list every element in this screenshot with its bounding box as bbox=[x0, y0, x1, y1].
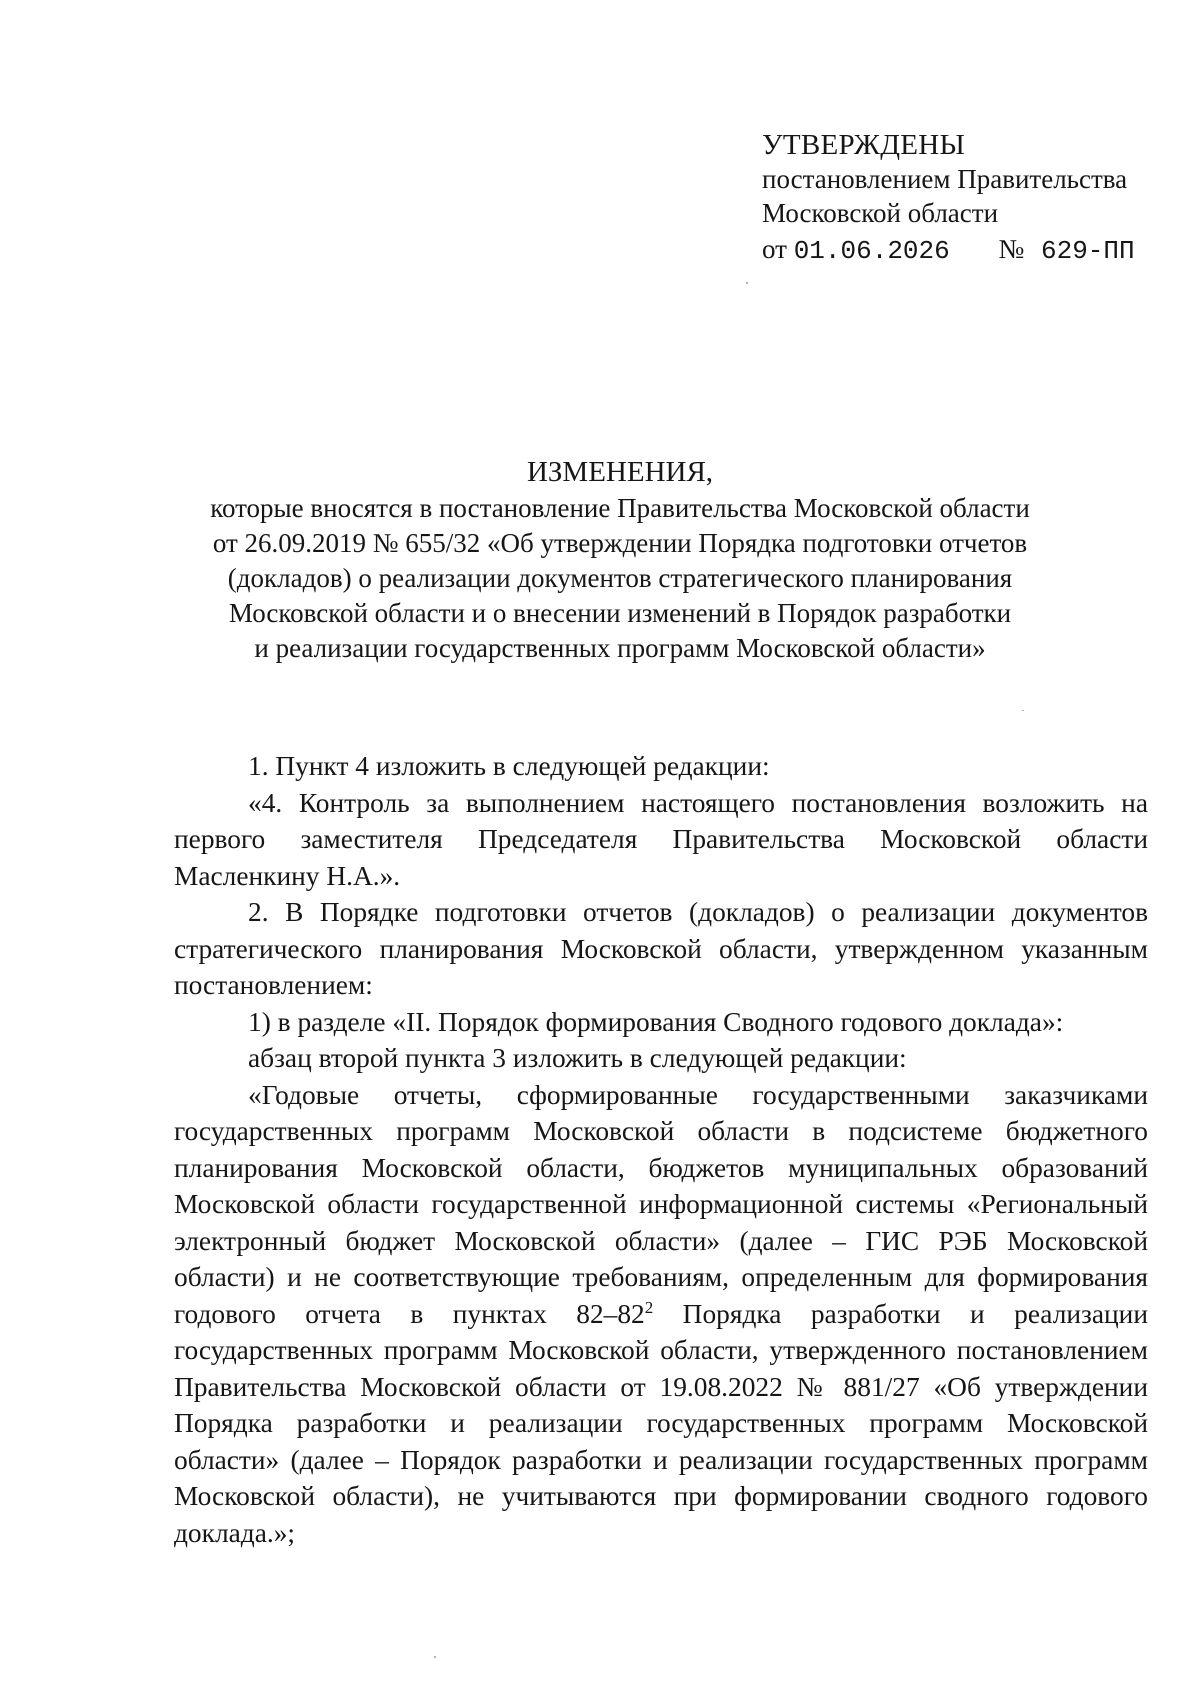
paragraph-6-part-1: «Годовые отчеты, сформированные государственными заказчиками государственных программ Московской области в подсистеме бюджетного планирования Московской области, бюджетов муниципальных образований Московской области государственной информационной системы «Региональный электронный бюджет Московской области» (далее – ГИС РЭБ Московской области) и не соответствующие требованиям, определенным для формирования годового отчета в пунктах 82–82 bbox=[174, 1079, 1148, 1329]
document-body bbox=[174, 748, 1148, 1551]
paragraph-3: 2. В Порядке подготовки отчетов (докладов) о реализации документов стратегического планирования Московской области, утвержденном указанным постановлением: bbox=[174, 897, 1148, 1000]
scan-speck bbox=[434, 1656, 436, 1658]
paragraph-6-part-2: Порядка разработки и реализации государственных программ Московской области, утвержденного постановлением Правительства Московской области от 19.08.2022 № 881/27 «Об утверждении Порядка разработки и реализации государственных программ Московской области» (далее – Порядок разработки и реализации государственных программ Московской области), не учитываются при формировании сводного годового доклада.»; bbox=[174, 1298, 1148, 1548]
approval-number: 629-ПП bbox=[1041, 236, 1135, 266]
scan-speck bbox=[746, 282, 748, 284]
title-line-3: (докладов) о реализации документов стратегического планирования bbox=[227, 563, 1013, 593]
paragraph-1: 1. Пункт 4 изложить в следующей редакции: bbox=[248, 751, 770, 781]
approval-heading: УТВЕРЖДЕНЫ bbox=[762, 129, 966, 161]
paragraph-5: абзац второй пункта 3 изложить в следующей редакции: bbox=[248, 1043, 907, 1073]
approval-line-1: постановлением Правительства bbox=[762, 164, 1128, 194]
title-line-1: которые вносятся в постановление Правительства Московской области bbox=[210, 493, 1030, 523]
title-line-2: от 26.09.2019 № 655/32 «Об утверждении Порядка подготовки отчетов bbox=[212, 528, 1028, 558]
paragraph-2: «4. Контроль за выполнением настоящего постановления возложить на первого заместителя Председателя Правительства Московской области Масленкину Н.А.». bbox=[174, 787, 1148, 891]
approval-line-2: Московской области bbox=[762, 198, 999, 228]
approval-number-sign: № bbox=[998, 234, 1025, 264]
title-line-5: и реализации государственных программ Московской области» bbox=[254, 633, 986, 663]
title-line-4: Московской области и о внесении изменений в Порядок разработки bbox=[228, 598, 1012, 628]
approval-date: 01.06.2026 bbox=[793, 236, 950, 266]
document-title: ИЗМЕНЕНИЯ, bbox=[526, 456, 714, 488]
approval-date-prefix: от bbox=[762, 234, 787, 264]
paragraph-6-superscript: 2 bbox=[644, 1297, 654, 1317]
paragraph-6 bbox=[174, 1077, 1148, 1552]
document-title-block bbox=[170, 455, 1070, 666]
paragraph-4: 1) в разделе «II. Порядок формирования Сводного годового доклада»: bbox=[248, 1006, 1064, 1037]
scan-speck bbox=[1022, 710, 1024, 711]
approval-date-line bbox=[762, 232, 1162, 268]
approval-stamp bbox=[762, 128, 1162, 268]
